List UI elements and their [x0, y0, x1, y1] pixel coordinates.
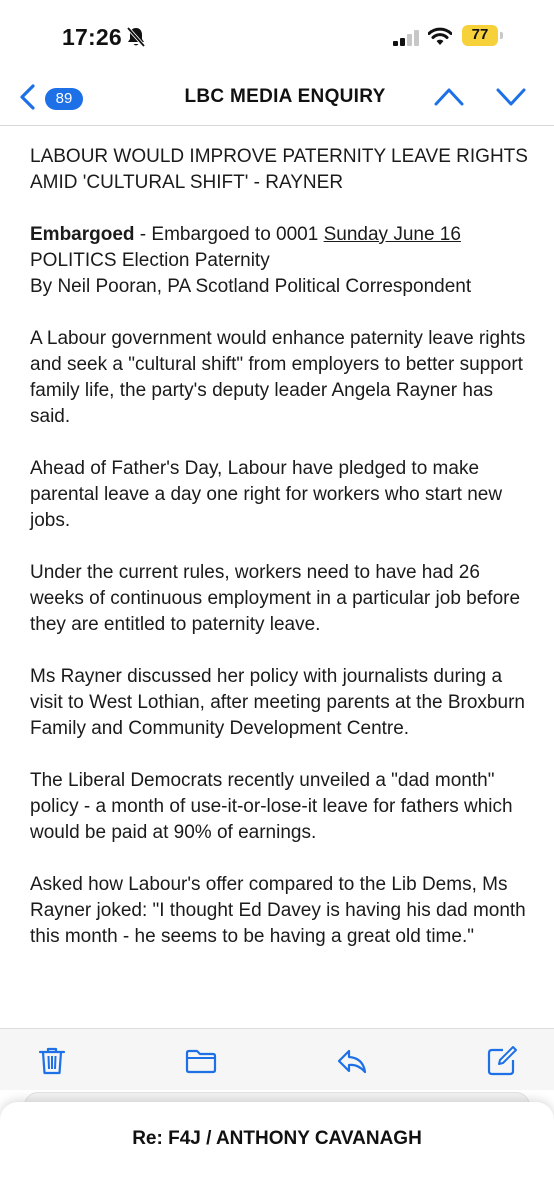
message-count-badge[interactable]: 89 [45, 88, 83, 110]
compose-button[interactable] [486, 1045, 518, 1077]
nav-bar [0, 68, 554, 126]
draft-title: Re: F4J / ANTHONY CAVANAGH [132, 1128, 422, 1149]
reply-icon [336, 1045, 368, 1077]
trash-button[interactable] [36, 1045, 68, 1077]
body-paragraph: Ms Rayner discussed her policy with journalists during a visit to West Lothian, after meeting parents at the Broxburn Family and Community Development Centre. [30, 666, 525, 739]
minimized-draft[interactable] [0, 1102, 554, 1200]
body-paragraph: Under the current rules, workers need to have had 26 weeks of continuous employment in a particular job before they are entitled to paternity leave. [30, 562, 521, 635]
battery-charging-icon [462, 25, 504, 46]
embargo-date-link[interactable]: Sunday June 16 [323, 224, 461, 245]
status-time: 17:26 [62, 24, 122, 50]
next-message-button[interactable] [494, 84, 528, 110]
bell-slash-icon [126, 26, 146, 48]
status-bar [0, 0, 554, 68]
bottom-toolbar [0, 1028, 554, 1090]
move-to-folder-button[interactable] [185, 1045, 217, 1077]
embargo-text: - Embargoed to 0001 [134, 224, 324, 245]
back-button[interactable] [14, 80, 42, 114]
chevron-up-icon [432, 84, 466, 110]
email-meta [30, 222, 530, 300]
body-paragraph: The Liberal Democrats recently unveiled a "dad month" policy - a month of use-it-or-lose-it leave for fathers which would be paid at 90% of earnings. [30, 770, 513, 843]
email-headline: LABOUR WOULD IMPROVE PATERNITY LEAVE RIGHTS AMID 'CULTURAL SHIFT' - RAYNER [30, 146, 528, 193]
email-body [30, 144, 530, 976]
mailbox-title: LBC MEDIA ENQUIRY [184, 86, 386, 107]
chevron-down-icon [494, 84, 528, 110]
folder-icon [185, 1045, 217, 1077]
wifi-icon [428, 27, 452, 46]
embargo-line [30, 222, 530, 248]
body-paragraph: Asked how Labour's offer compared to the Lib Dems, Ms Rayner joked: "I thought Ed Davey is having his dad month this month - he seems to be having a great old time." [30, 874, 526, 947]
embargo-label: Embargoed [30, 224, 135, 245]
signal-icon [393, 30, 419, 46]
byline: By Neil Pooran, PA Scotland Political Correspondent [30, 276, 472, 297]
trash-icon [36, 1045, 68, 1077]
body-paragraph: A Labour government would enhance paternity leave rights and seek a "cultural shift" from employers to better support family life, the party's deputy leader Angela Rayner has said. [30, 328, 526, 427]
chevron-left-icon [14, 80, 42, 114]
body-paragraph: Ahead of Father's Day, Labour have pledged to make parental leave a day one right for workers who start new jobs. [30, 458, 503, 531]
previous-message-button[interactable] [432, 84, 466, 110]
reply-button[interactable] [336, 1045, 368, 1077]
story-tags: POLITICS Election Paternity [30, 250, 270, 271]
battery-level: 77 [471, 26, 489, 43]
compose-icon [486, 1045, 518, 1077]
